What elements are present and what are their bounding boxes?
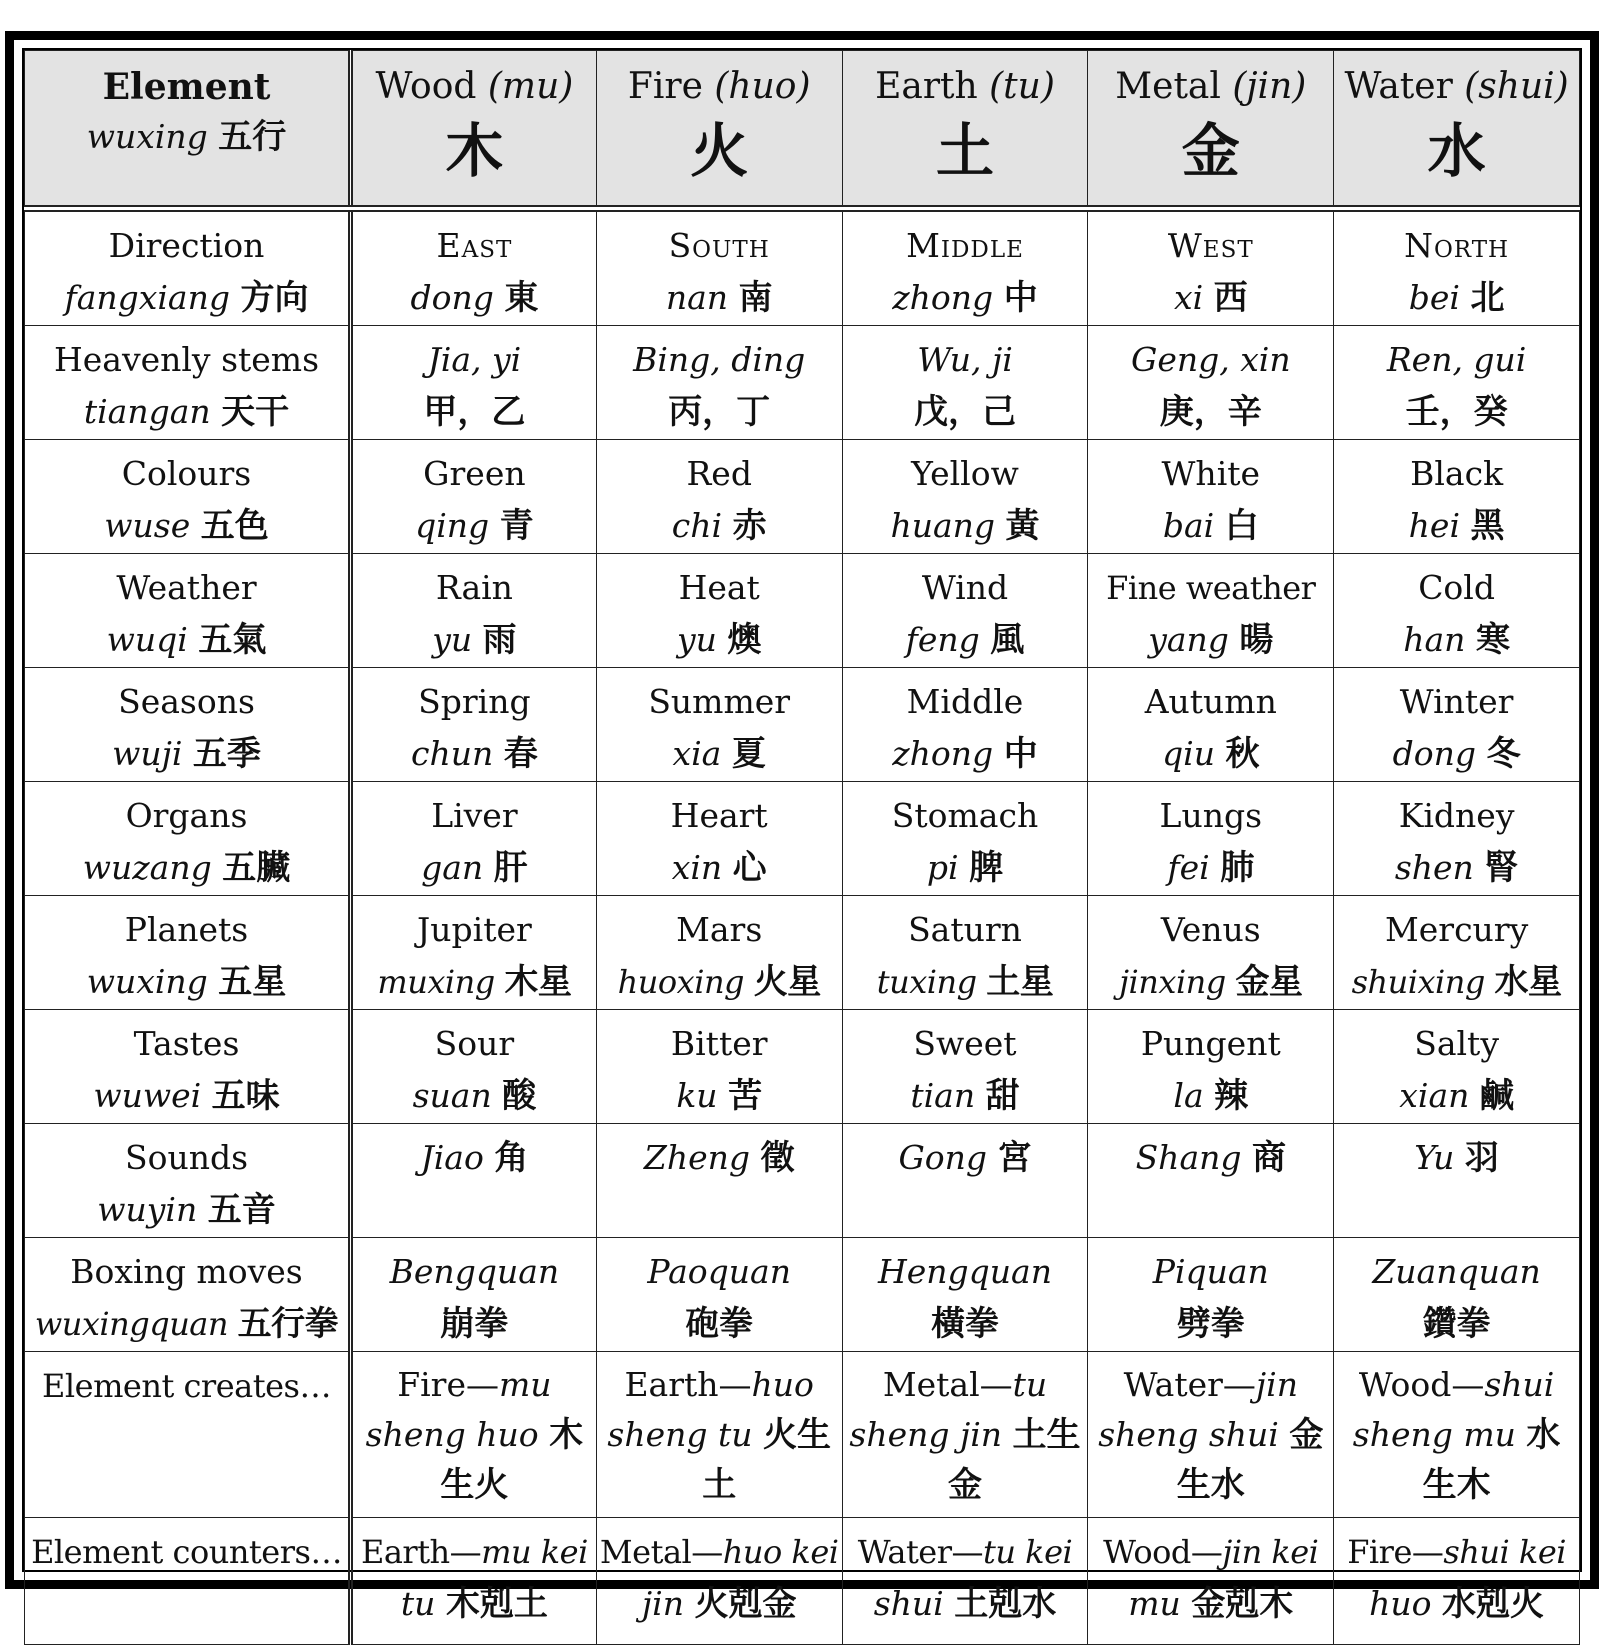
row-label-hanzi: 天干 [221, 392, 290, 432]
element-hanzi: 土 [935, 117, 994, 185]
table-cell: Ren, gui 壬，癸 [1334, 326, 1580, 440]
corner-pinyin: wuxing [86, 117, 208, 156]
table-cell: Venus jinxing 金星 [1088, 896, 1334, 1010]
row-label-en: Colours [121, 454, 252, 493]
table-cell: Geng, xin 庚，辛 [1088, 326, 1334, 440]
row-label-hanzi: 五音 [207, 1190, 276, 1230]
row-label-hanzi: 五臟 [222, 848, 291, 888]
table-cell: Fire—shui kei huo 水剋火 [1334, 1518, 1580, 1645]
header-metal [1088, 51, 1334, 209]
element-hanzi: 火 [690, 117, 749, 185]
table-cell: Metal—tu sheng jin 土生金 [842, 1352, 1088, 1518]
table-cell: Paoquan 砲拳 [596, 1238, 842, 1352]
row-label [25, 1352, 351, 1518]
element-name: Wood [375, 66, 477, 107]
row-label-en: Tastes [133, 1024, 240, 1063]
row-label-pinyin: wuxingquan [34, 1305, 228, 1343]
table-cell: Bengquan 崩拳 [351, 1238, 597, 1352]
table-cell: West xi 西 [1088, 209, 1334, 326]
table-cell: Yu 羽 [1334, 1124, 1580, 1238]
table-cell: Stomach pi 脾 [842, 782, 1088, 896]
row-label-en: Planets [124, 910, 249, 949]
wuxing-table [24, 50, 1580, 1645]
table-cell: Mars huoxing 火星 [596, 896, 842, 1010]
table-frame [5, 31, 1599, 1624]
table-cell: Bing, ding 丙，丁 [596, 326, 842, 440]
row-label [25, 440, 351, 554]
row-label-hanzi: 五星 [218, 962, 287, 1002]
row-label-hanzi: 五色 [200, 506, 269, 546]
table-cell: Pungent la 辣 [1088, 1010, 1334, 1124]
element-pinyin: (mu) [487, 66, 574, 107]
table-cell: Sour suan 酸 [351, 1010, 597, 1124]
row-direction [25, 209, 1580, 326]
row-colours [25, 440, 1580, 554]
table-cell: Water—jin sheng shui 金生水 [1088, 1352, 1334, 1518]
table-cell: White bai 白 [1088, 440, 1334, 554]
row-element-creates [25, 1352, 1580, 1518]
header-wood [351, 51, 597, 209]
header-water [1334, 51, 1580, 209]
table-cell: Wood—shui sheng mu 水生木 [1334, 1352, 1580, 1518]
row-label-pinyin: wuxing [86, 962, 208, 1001]
row-heavenly-stems [25, 326, 1580, 440]
row-label [25, 1124, 351, 1238]
table-cell: South nan 南 [596, 209, 842, 326]
row-sounds [25, 1124, 1580, 1238]
table-cell: Jiao 角 [351, 1124, 597, 1238]
row-seasons [25, 668, 1580, 782]
table-cell: Sweet tian 甜 [842, 1010, 1088, 1124]
table-cell: Red chi 赤 [596, 440, 842, 554]
element-hanzi: 水 [1427, 117, 1486, 185]
table-cell: Saturn tuxing 土星 [842, 896, 1088, 1010]
row-label-pinyin: wuyin [97, 1190, 198, 1229]
row-label-en: Sounds [124, 1138, 249, 1177]
row-label [25, 1518, 351, 1645]
table-cell: Wind feng 風 [842, 554, 1088, 668]
header-earth [842, 51, 1088, 209]
table-cell: Fine weather yang 暘 [1088, 554, 1334, 668]
element-pinyin: (jin) [1232, 66, 1307, 107]
row-label-pinyin: wuwei [93, 1076, 202, 1115]
row-label-hanzi: 五行拳 [237, 1304, 339, 1344]
row-tastes [25, 1010, 1580, 1124]
element-name: Earth [875, 66, 978, 107]
row-label-en: Boxing moves [70, 1252, 303, 1291]
table-cell: Cold han 寒 [1334, 554, 1580, 668]
row-label-hanzi: 五季 [192, 734, 261, 774]
element-hanzi: 木 [445, 117, 504, 185]
table-cell: Black hei 黑 [1334, 440, 1580, 554]
table-cell: Water—tu kei shui 土剋水 [842, 1518, 1088, 1645]
row-label-en: Weather [116, 568, 257, 607]
element-name: Fire [627, 66, 703, 107]
row-label-en: Element counters… [31, 1533, 342, 1571]
row-label [25, 1010, 351, 1124]
corner-title: Element [102, 66, 271, 108]
table-cell: Middle zhong 中 [842, 668, 1088, 782]
row-label-pinyin: tiangan [83, 392, 211, 431]
row-label-en: Organs [125, 796, 248, 835]
table-cell: Winter dong 冬 [1334, 668, 1580, 782]
row-label-hanzi: 五味 [211, 1076, 280, 1116]
row-organs [25, 782, 1580, 896]
table-cell: Hengquan 橫拳 [842, 1238, 1088, 1352]
table-cell: Fire—mu sheng huo 木生火 [351, 1352, 597, 1518]
header-corner [25, 51, 351, 209]
table-cell: East dong 東 [351, 209, 597, 326]
element-pinyin: (shui) [1464, 66, 1569, 107]
row-label-en: Seasons [118, 682, 255, 721]
table-cell: Metal—huo kei jin 火剋金 [596, 1518, 842, 1645]
row-label [25, 668, 351, 782]
row-label-pinyin: wuse [104, 506, 191, 545]
header-row [25, 51, 1580, 209]
row-label-pinyin: wuzang [82, 848, 212, 887]
row-boxing-moves [25, 1238, 1580, 1352]
table-cell: Spring chun 春 [351, 668, 597, 782]
table-cell: Wu, ji 戊，己 [842, 326, 1088, 440]
row-label-pinyin: wuqi [106, 620, 188, 659]
row-label [25, 1238, 351, 1352]
row-label [25, 896, 351, 1010]
element-name: Water [1344, 66, 1453, 107]
table-cell: Jupiter muxing 木星 [351, 896, 597, 1010]
table-cell: Heart xin 心 [596, 782, 842, 896]
row-label [25, 209, 351, 326]
row-label [25, 554, 351, 668]
corner-hanzi: 五行 [218, 117, 287, 157]
corner-subtitle [27, 111, 346, 163]
table-cell: Shang 商 [1088, 1124, 1334, 1238]
row-label [25, 326, 351, 440]
table-cell: Kidney shen 腎 [1334, 782, 1580, 896]
row-label-hanzi: 方向 [240, 278, 309, 318]
table-cell: Zheng 徵 [596, 1124, 842, 1238]
table-inner-border [22, 48, 1582, 1624]
table-cell: Liver gan 肝 [351, 782, 597, 896]
table-cell: Rain yu 雨 [351, 554, 597, 668]
row-planets [25, 896, 1580, 1010]
row-element-counters [25, 1518, 1580, 1645]
table-cell: Earth—huo sheng tu 火生土 [596, 1352, 842, 1518]
row-label-en: Element creates… [42, 1367, 331, 1405]
table-cell: Piquan 劈拳 [1088, 1238, 1334, 1352]
table-cell: Bitter ku 苦 [596, 1010, 842, 1124]
table-cell: Gong 宮 [842, 1124, 1088, 1238]
table-cell: Jia, yi 甲，乙 [351, 326, 597, 440]
table-cell: Lungs fei 肺 [1088, 782, 1334, 896]
row-label-en: Heavenly stems [53, 340, 320, 379]
table-cell: Earth—mu kei tu 木剋土 [351, 1518, 597, 1645]
table-cell: Zuanquan 鑽拳 [1334, 1238, 1580, 1352]
table-cell: Green qing 青 [351, 440, 597, 554]
row-label-en: Direction [108, 226, 265, 265]
table-cell: North bei 北 [1334, 209, 1580, 326]
element-pinyin: (tu) [989, 66, 1055, 107]
row-label-pinyin: wuji [112, 734, 183, 773]
table-cell: Autumn qiu 秋 [1088, 668, 1334, 782]
element-name: Metal [1115, 66, 1221, 107]
element-hanzi: 金 [1181, 117, 1240, 185]
table-cell: Mercury shuixing 水星 [1334, 896, 1580, 1010]
table-cell: Salty xian 鹹 [1334, 1010, 1580, 1124]
row-label-pinyin: fangxiang [64, 278, 230, 317]
table-cell: Yellow huang 黃 [842, 440, 1088, 554]
row-label [25, 782, 351, 896]
table-cell: Summer xia 夏 [596, 668, 842, 782]
table-cell: Wood—jin kei mu 金剋木 [1088, 1518, 1334, 1645]
table-cell: Middle zhong 中 [842, 209, 1088, 326]
table-cell: Heat yu 燠 [596, 554, 842, 668]
header-fire [596, 51, 842, 209]
element-pinyin: (huo) [714, 66, 811, 107]
row-label-hanzi: 五氣 [198, 620, 267, 660]
row-weather [25, 554, 1580, 668]
